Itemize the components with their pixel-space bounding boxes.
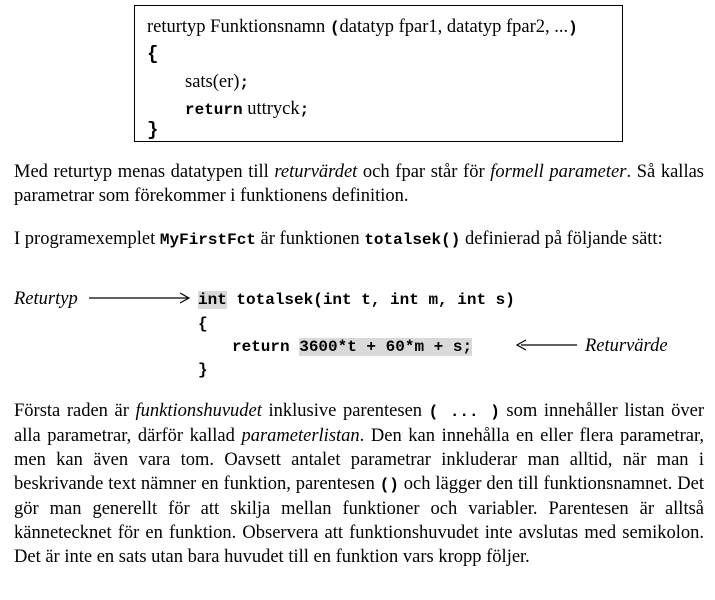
example-brace-open: { <box>198 315 208 333</box>
returvarde-arrow <box>515 338 579 352</box>
returtyp-arrow <box>88 291 194 305</box>
returvarde-label: Returvärde <box>585 336 668 356</box>
returtyp-label: Returtyp <box>14 289 78 309</box>
syntax-return: return uttryck; <box>185 99 310 119</box>
syntax-brace-open: { <box>147 43 159 65</box>
example-brace-close: } <box>198 361 208 379</box>
paragraph-3: Första raden är funktionshuvudet inklusive parentesen ( ... ) som innehåller listan över alla parametrar, därför kallad parameterlistan. Den kan innehålla en eller flera parametrar, men kan även vara tom. Oavsett antalet parametrar inkluderar man alltid, när man i beskrivande text nämner en funktion, parentesen () och lägger den till funktionsnamnet. Det gör man generellt för att skilja mellan funktioner och variabler. Parentesen är alltså kännetecknet för en funktion. Observera att funktionshuvudet inte avslutas med semikolon. Det är inte en sats utan bara huvudet till en funktion vars kropp följer. <box>14 401 704 567</box>
example-return: return 3600*t + 60*m + s; <box>232 338 473 356</box>
example-signature: int totalsek(int t, int m, int s) <box>198 291 515 309</box>
syntax-statements: sats(er); <box>185 72 250 92</box>
paragraph-2: I programexemplet MyFirstFct är funktionen totalsek() definierad på följande sätt: <box>14 229 663 249</box>
int-keyword-highlight: int <box>198 291 227 309</box>
syntax-box <box>134 5 623 142</box>
return-expression-highlight: 3600*t + 60*m + s; <box>299 338 473 356</box>
paragraph-1: Med returtyp menas datatypen till returvärdet och fpar står för formell parameter. Så kallas parametrar som förekommer i funktionens definition. <box>14 162 704 206</box>
syntax-signature: returtyp Funktionsnamn (datatyp fpar1, datatyp fpar2, ...) <box>147 17 578 37</box>
syntax-brace-close: } <box>147 119 159 141</box>
